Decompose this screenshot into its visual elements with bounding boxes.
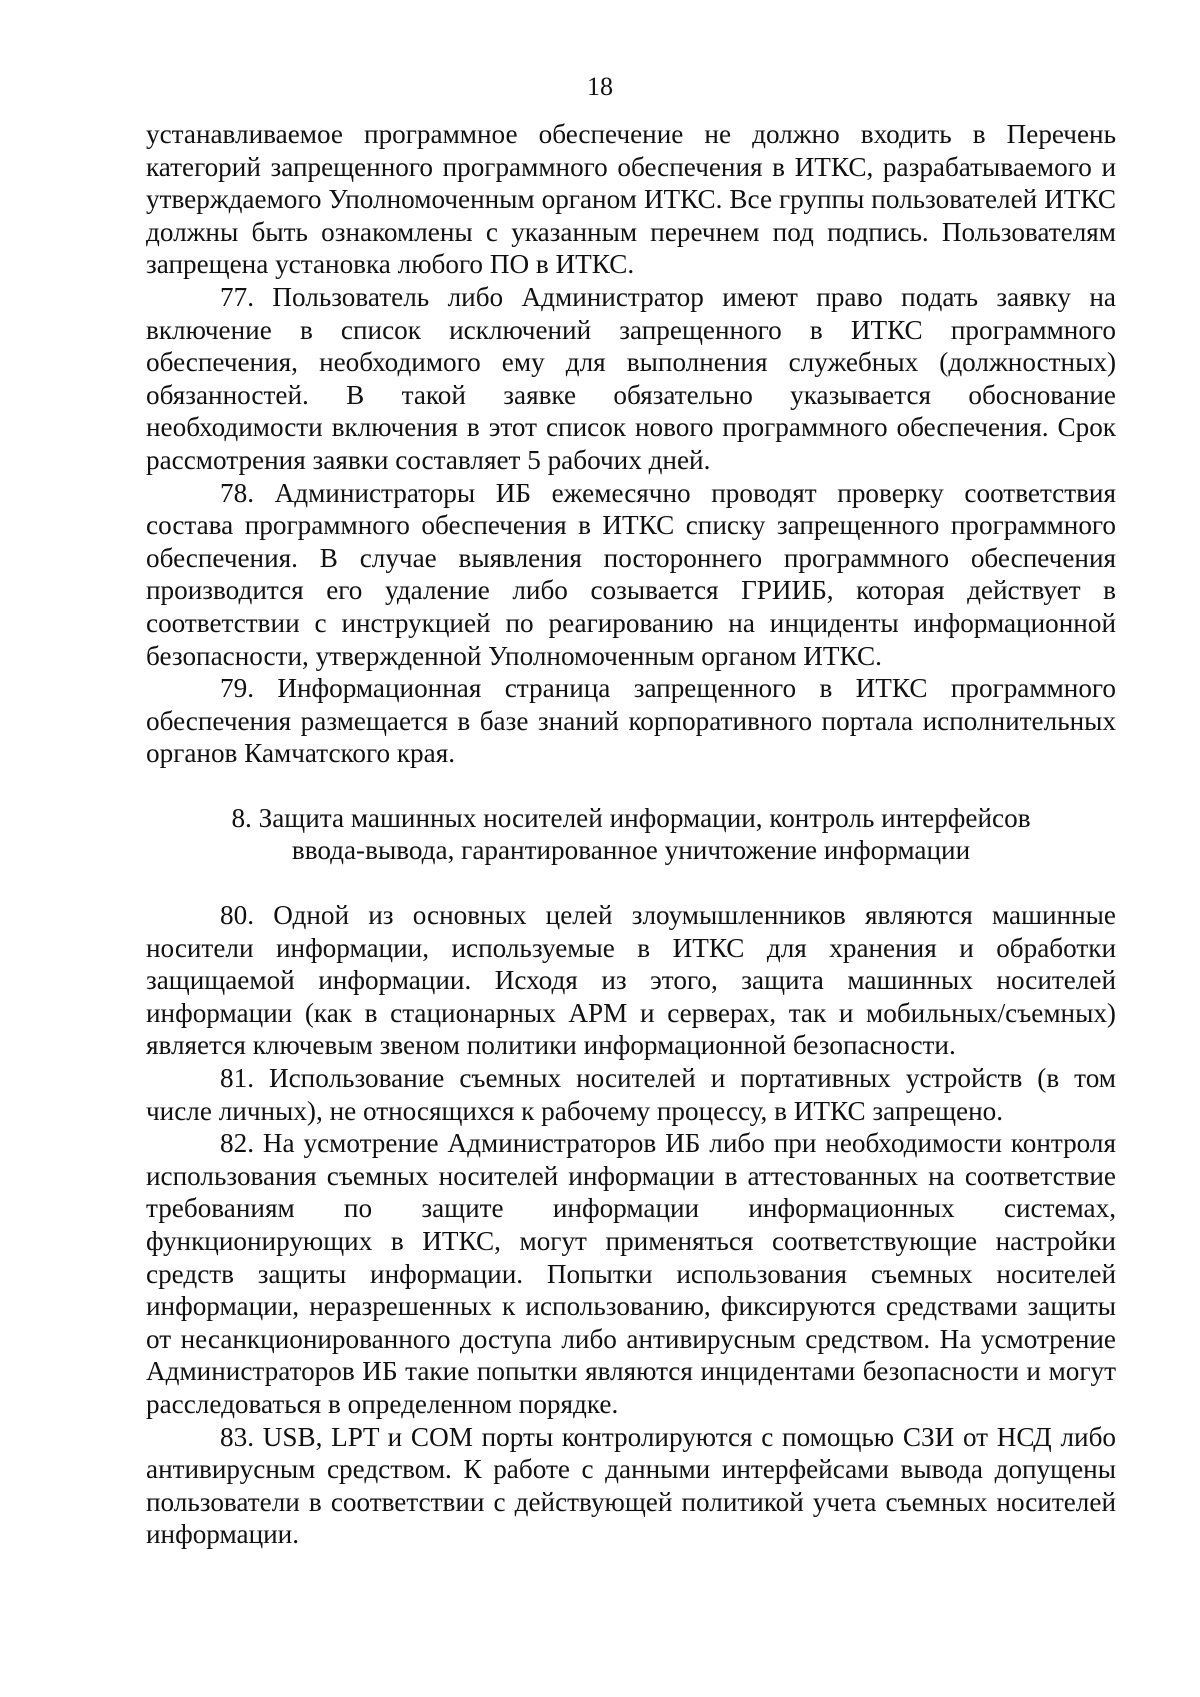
paragraph-81: 81. Использование съемных носителей и портативных устройств (в том числе личных), не относящихся к рабочему процессу, в ИТКС запрещено. bbox=[146, 1063, 1116, 1126]
paragraph-82: 82. На усмотрение Администраторов ИБ либо при необходимости контроля использования съемных носителей информации в аттестованных на соответствие требованиям по защите информации информационных системах, функционирующих в ИТКС, могут применяться соответствующие настройки средств защиты информации. Попытки использования съемных носителей информации, неразрешенных к использованию, фиксируются средствами защиты от несанкционированного доступа либо антивирусным средством. На усмотрение Администраторов ИБ такие попытки являются инцидентами безопасности и могут расследоваться в определенном порядке. bbox=[146, 1128, 1116, 1419]
document-body bbox=[146, 118, 1116, 1551]
paragraph-79: 79. Информационная страница запрещенного в ИТКС программного обеспечения размещается в базе знаний корпоративного портала исполнительных органов Камчатского края. bbox=[146, 673, 1116, 769]
paragraph-77: 77. Пользователь либо Администратор имеют право подать заявку на включение в список исключений запрещенного в ИТКС программного обеспечения, необходимого ему для выполнения служебных (должностных) обязанностей. В такой заявке обязательно указывается обоснование необходимости включения в этот список нового программного обеспечения. Срок рассмотрения заявки составляет 5 рабочих дней. bbox=[146, 281, 1116, 475]
paragraph-80: 80. Одной из основных целей злоумышленников являются машинные носители информации, используемые в ИТКС для хранения и обработки защищаемой информации. Исходя из этого, защита машинных носителей информации (как в стационарных АРМ и серверах, так и мобильных/съемных) является ключевым звеном политики информационной безопасности. bbox=[146, 900, 1116, 1061]
section-heading bbox=[146, 802, 1116, 867]
paragraph-83: 83. USB, LPT и COM порты контролируются с помощью СЗИ от НСД либо антивирусным средством. К работе с данными интерфейсами вывода допущены пользователи в соответствии с действующей политикой учета съемных носителей информации. bbox=[146, 1421, 1116, 1550]
paragraph-continuation: устанавливаемое программное обеспечение не должно входить в Перечень категорий запрещенного программного обеспечения в ИТКС, разрабатываемого и утверждаемого Уполномоченным органом ИТКС. Все группы пользователей ИТКС должны быть ознакомлены с указанным перечнем под подпись. Пользователям запрещена установка любого ПО в ИТКС. bbox=[146, 119, 1116, 280]
page-number: 18 bbox=[587, 72, 613, 101]
section-heading-line-1: 8. Защита машинных носителей информации, контроль интерфейсов bbox=[231, 802, 1031, 833]
section-heading-line-2: ввода-вывода, гарантированное уничтожение информации bbox=[291, 835, 971, 866]
paragraph-78: 78. Администраторы ИБ ежемесячно проводят проверку соответствия состава программного обеспечения в ИТКС списку запрещенного программного обеспечения. В случае выявления постороннего программного обеспечения производится его удаление либо созывается ГРИИБ, которая действует в соответствии с инструкцией по реагированию на инциденты информационной безопасности, утвержденной Уполномоченным органом ИТКС. bbox=[146, 477, 1116, 671]
